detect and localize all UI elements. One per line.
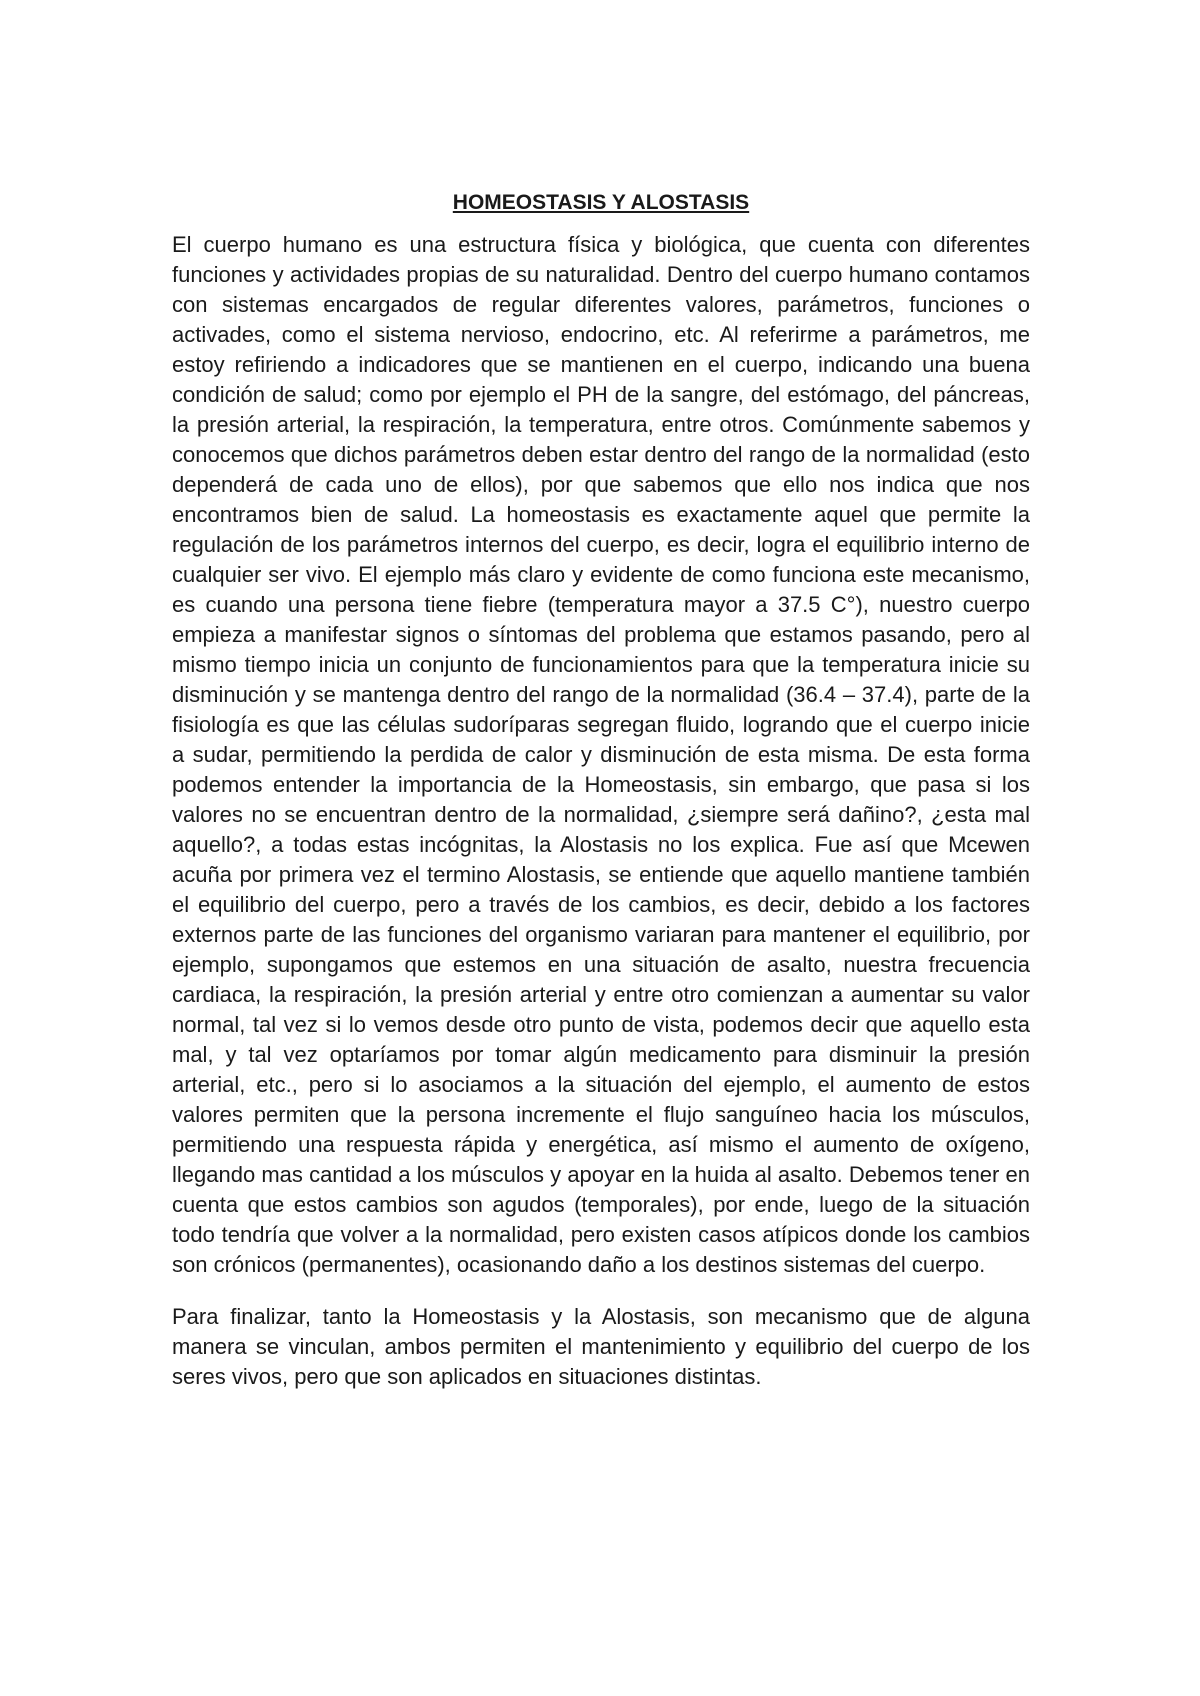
document-page: [172, 188, 1030, 1392]
document-title: HOMEOSTASIS Y ALOSTASIS: [452, 191, 750, 214]
body-paragraph-1: El cuerpo humano es una estructura física y biológica, que cuenta con diferentes funciones y actividades propias de su naturalidad. Dentro del cuerpo humano contamos con sistemas encargados de regular diferentes valores, parámetros, funciones o activades, como el sistema nervioso, endocrino, etc. Al referirme a parámetros, me estoy refiriendo a indicadores que se mantienen en el cuerpo, indicando una buena condición de salud; como por ejemplo el PH de la sangre, del estómago, del páncreas, la presión arterial, la respiración, la temperatura, entre otros. Comúnmente sabemos y conocemos que dichos parámetros deben estar dentro del rango de la normalidad (esto dependerá de cada uno de ellos), por que sabemos que ello nos indica que nos encontramos bien de salud. La homeostasis es exactamente aquel que permite la regulación de los parámetros internos del cuerpo, es decir, logra el equilibrio interno de cualquier ser vivo. El ejemplo más claro y evidente de como funciona este mecanismo, es cuando una persona tiene fiebre (temperatura mayor a 37.5 C°), nuestro cuerpo empieza a manifestar signos o síntomas del problema que estamos pasando, pero al mismo tiempo inicia un conjunto de funcionamientos para que la temperatura inicie su disminución y se mantenga dentro del rango de la normalidad (36.4 – 37.4), parte de la fisiología es que las células sudoríparas segregan fluido, logrando que el cuerpo inicie a sudar, permitiendo la perdida de calor y disminución de esta misma. De esta forma podemos entender la importancia de la Homeostasis, sin embargo, que pasa si los valores no se encuentran dentro de la normalidad, ¿siempre será dañino?, ¿esta mal aquello?, a todas estas incógnitas, la Alostasis no los explica. Fue así que Mcewen acuña por primera vez el termino Alostasis, se entiende que aquello mantiene también el equilibrio del cuerpo, pero a través de los cambios, es decir, debido a los factores externos parte de las funciones del organismo variaran para mantener el equilibrio, por ejemplo, supongamos que estemos en una situación de asalto, nuestra frecuencia cardiaca, la respiración, la presión arterial y entre otro comienzan a aumentar su valor normal, tal vez si lo vemos desde otro punto de vista, podemos decir que aquello esta mal, y tal vez optaríamos por tomar algún medicamento para disminuir la presión arterial, etc., pero si lo asociamos a la situación del ejemplo, el aumento de estos valores permiten que la persona incremente el flujo sanguíneo hacia los músculos, permitiendo una respuesta rápida y energética, así mismo el aumento de oxígeno, llegando mas cantidad a los músculos y apoyar en la huida al asalto. Debemos tener en cuenta que estos cambios son agudos (temporales), por ende, luego de la situación todo tendría que volver a la normalidad, pero existen casos atípicos donde los cambios son crónicos (permanentes), ocasionando daño a los destinos sistemas del cuerpo.: [172, 232, 1030, 1277]
body-paragraph-2: Para finalizar, tanto la Homeostasis y la Alostasis, son mecanismo que de alguna manera se vinculan, ambos permiten el mantenimiento y equilibrio del cuerpo de los seres vivos, pero que son aplicados en situaciones distintas.: [172, 1304, 1030, 1389]
